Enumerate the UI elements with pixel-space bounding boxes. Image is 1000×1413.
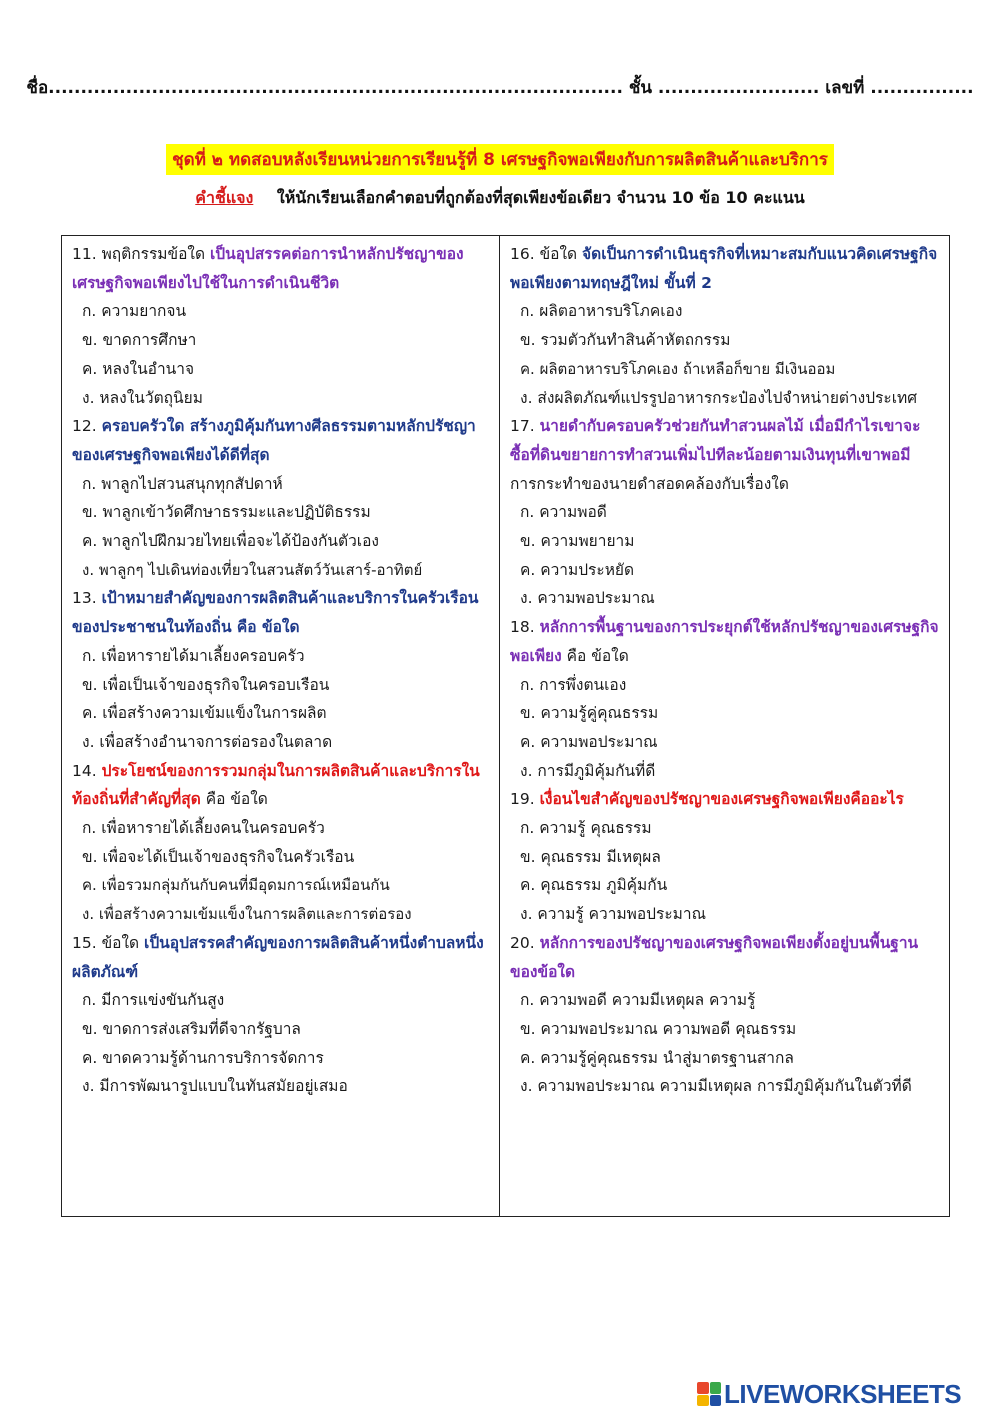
question-14 [72, 757, 489, 814]
option[interactable]: ก. ความพอดี [520, 503, 607, 522]
question-number: 18. [510, 618, 540, 637]
instructions [0, 186, 1000, 211]
option[interactable]: ข. เพื่อจะได้เป็นเจ้าของธุรกิจในครัวเรือน [82, 847, 355, 866]
option[interactable]: ค. หลงในอำนาจ [82, 359, 195, 378]
option[interactable]: ค. ความประหยัด [520, 560, 635, 579]
option[interactable]: ก. เพื่อหารายได้มาเลี้ยงครอบครัว [82, 646, 305, 665]
question-suffix: คือ ข้อใด [561, 646, 629, 665]
option[interactable]: ง. การมีภูมิคุ้มกันที่ดี [520, 761, 656, 780]
option[interactable]: ค. ผลิตอาหารบริโภคเอง ถ้าเหลือก็ขาย มีเงินออม [520, 359, 836, 378]
question-emphasis: เป้าหมายสำคัญของการผลิตสินค้าและบริการในครัวเรือนของประชาชนในท้องถิ่น คือ ข้อใด [72, 589, 479, 637]
question-number: 12. [72, 417, 102, 436]
instructions-text: ให้นักเรียนเลือกคำตอบที่ถูกต้องที่สุดเพียงข้อเดียว จำนวน 10 ข้อ 10 คะแนน [276, 188, 805, 207]
option[interactable]: ก. ความพอดี ความมีเหตุผล ความรู้ [520, 991, 756, 1010]
question-emphasis: หลักการของปรัชญาของเศรษฐกิจพอเพียงตั้งอยู่บนพื้นฐานของข้อใด [510, 933, 919, 981]
option[interactable]: ข. ความรู้คู่คุณธรรม [520, 704, 659, 723]
option[interactable]: ง. ความพอประมาณ ความมีเหตุผล การมีภูมิคุ้มกันในตัวที่ดี [520, 1077, 912, 1096]
option[interactable]: ค. คุณธรรม ภูมิคุ้มกัน [520, 876, 668, 895]
option[interactable]: ง. หลงในวัตถุนิยม [82, 388, 203, 407]
option[interactable]: ง. เพื่อสร้างอำนาจการต่อรองในตลาด [82, 732, 333, 751]
question-table [61, 235, 950, 1217]
option[interactable]: ง. เพื่อสร้างความเข้มแข็งในการผลิตและการต่อรอง [82, 905, 412, 924]
worksheet-title: ชุดที่ ๒ ทดสอบหลังเรียนหน่วยการเรียนรู้ที่ 8 เศรษฐกิจพอเพียงกับการผลิตสินค้าและบริการ [166, 144, 834, 175]
question-12 [72, 412, 489, 469]
question-19 [510, 785, 939, 814]
question-column-right [500, 236, 949, 1216]
question-number: 20. [510, 933, 540, 952]
option[interactable]: ง. ความรู้ ความพอประมาณ [520, 905, 706, 924]
liveworksheets-logo [697, 1378, 997, 1410]
question-13 [72, 584, 489, 641]
question-20 [510, 929, 939, 986]
option[interactable]: ก. การพึ่งตนเอง [520, 675, 627, 694]
student-info-line: ชื่อ......................................................................................... ชั้น ......................... เลขที่ ................ [26, 78, 974, 98]
question-17 [510, 412, 939, 498]
worksheet-title-wrap [0, 144, 1000, 175]
question-number: 15. ข้อใด [72, 933, 145, 952]
question-emphasis: นายดำกับครอบครัวช่วยกันทำสวนผลไม้ เมื่อมีกำไรเขาจะซื้อที่ดินขยายการทำสวนเพิ่มไปทีละน้อยตามเงินทุนที่เขาพอมี [510, 417, 921, 464]
option[interactable]: ค. ขาดความรู้ด้านการบริการจัดการ [82, 1048, 324, 1067]
question-emphasis: เงื่อนไขสำคัญของปรัชญาของเศรษฐกิจพอเพียงคืออะไร [539, 790, 904, 809]
option[interactable]: ค. ความรู้คู่คุณธรรม นำสู่มาตรฐานสากล [520, 1048, 794, 1067]
option[interactable]: ค. ความพอประมาณ [520, 732, 658, 751]
question-emphasis: เป็นอุปสรรคต่อการนำหลักปรัชญาของเศรษฐกิจพอเพียงไปใช้ในการดำเนินชีวิต [72, 245, 464, 292]
option[interactable]: ข. ขาดการส่งเสริมที่ดีจากรัฐบาล [82, 1019, 301, 1038]
option[interactable]: ง. ส่งผลิตภัณฑ์แปรรูปอาหารกระป๋องไปจำหน่ายต่างประเทศ [520, 388, 918, 407]
option[interactable]: ก. มีการแข่งขันกันสูง [82, 991, 225, 1010]
question-number: 13. [72, 589, 102, 608]
question-emphasis: จัดเป็นการดำเนินธุรกิจที่เหมาะสมกับแนวคิดเศรษฐกิจพอเพียงตามทฤษฎีใหม่ ขั้นที่ 2 [510, 245, 938, 292]
instructions-label: คำชี้แจง [195, 188, 254, 207]
option[interactable]: ค. เพื่อรวมกลุ่มกันกับคนที่มีอุดมการณ์เหมือนกัน [82, 876, 390, 895]
question-number: 11. พฤติกรรมข้อใด [72, 245, 210, 263]
logo-text: LIVEWORKSHEETS [724, 1378, 962, 1409]
option[interactable]: ข. ความพอประมาณ ความพอดี คุณธรรม [520, 1019, 797, 1038]
question-15 [72, 929, 489, 986]
logo-grid-icon [697, 1382, 721, 1406]
question-number: 16. ข้อใด [510, 245, 583, 263]
option[interactable]: ก. ความรู้ คุณธรรม [520, 819, 652, 838]
option[interactable]: ข. เพื่อเป็นเจ้าของธุรกิจในครอบเรือน [82, 675, 330, 694]
option[interactable]: ง. ความพอประมาณ [520, 589, 655, 608]
question-11 [72, 240, 489, 297]
question-suffix: การกระทำของนายดำสอดคล้องกับเรื่องใด [510, 474, 789, 493]
option[interactable]: ข. ขาดการศึกษา [82, 331, 197, 350]
option[interactable]: ค. เพื่อสร้างความเข้มแข็งในการผลิต [82, 704, 327, 723]
question-number: 17. [510, 417, 540, 436]
option[interactable]: ก. ความยากจน [82, 302, 187, 321]
option[interactable]: ก. ผลิตอาหารบริโภคเอง [520, 302, 683, 321]
option[interactable]: ง. พาลูกๆ ไปเดินท่องเที่ยวในสวนสัตว์วันเสาร์-อาทิตย์ [82, 560, 423, 579]
question-emphasis: เป็นอุปสรรคสำคัญของการผลิตสินค้าหนึ่งตำบลหนึ่งผลิตภัณฑ์ [72, 933, 484, 981]
question-emphasis: ประโยชน์ของการรวมกลุ่มในการผลิตสินค้าและบริการในท้องถิ่นที่สำคัญที่สุด [72, 761, 480, 809]
question-suffix: คือ ข้อใด [200, 790, 268, 809]
option[interactable]: ก. พาลูกไปสวนสนุกทุกสัปดาห์ [82, 474, 283, 493]
question-18 [510, 613, 939, 670]
option[interactable]: ข. พาลูกเข้าวัดศึกษาธรรมะและปฏิบัติธรรม [82, 503, 371, 522]
option[interactable]: ก. เพื่อหารายได้เลี้ยงคนในครอบครัว [82, 819, 325, 838]
option[interactable]: ข. คุณธรรม มีเหตุผล [520, 847, 661, 866]
question-emphasis: หลักการพื้นฐานของการประยุกต์ใช้หลักปรัชญาของเศรษฐกิจพอเพียง [510, 618, 939, 665]
question-column-left [62, 236, 500, 1216]
option[interactable]: ข. ความพยายาม [520, 532, 635, 551]
option[interactable]: ง. มีการพัฒนารูปแบบในทันสมัยอยู่เสมอ [82, 1077, 348, 1096]
question-number: 14. [72, 761, 102, 780]
option[interactable]: ข. รวมตัวกันทำสินค้าหัตถกรรม [520, 331, 731, 350]
question-number: 19. [510, 790, 540, 809]
question-emphasis: ครอบครัวใด สร้างภูมิคุ้มกันทางศีลธรรมตามหลักปรัชญาของเศรษฐกิจพอเพียงได้ดีที่สุด [72, 417, 476, 464]
option[interactable]: ค. พาลูกไปฝึกมวยไทยเพื่อจะได้ป้องกันตัวเอง [82, 532, 379, 551]
question-16 [510, 240, 939, 297]
